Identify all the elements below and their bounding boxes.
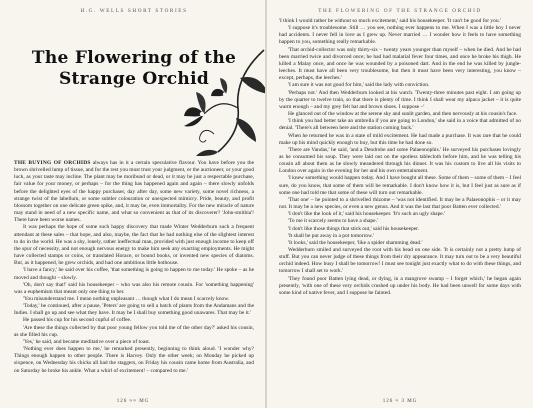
- paragraph: 'That orchid-collector was only thirty-six – twenty years younger than myself – when he died. And he had been married twice and divorced once; he had had malarial fever four times, and once he broke his thigh. He killed a Malay once, and once he was wounded by a poisoned dart. And in the end he was killed by jungle-leeches. It must have all been very troublesome, but then it must have been very interesting, you know – except, perhaps, the leeches.': [279, 46, 521, 82]
- right-running-head: THE FLOWERING OF THE STRANGE ORCHID: [318, 8, 482, 14]
- paragraph: 'I knew something would happen today. And I have bought all these. Some of them – some of them – I feel sure, do you know, that some of them will be remarkable. I don't know how it is, but I feel just as sure as if some one had told me that some of these will turn out remarkable.: [279, 175, 521, 196]
- paragraph: 'I think I would rather be without so much excitement,' said his housekeeper. 'It can't be good for you.': [279, 18, 501, 24]
- paragraph-text: always has in it a certain speculative flavour. You have before you the brown shrivelled lump of tissue, and for the rest you must trust your judgment, or the auctioneer, or your good luck, as your taste may incline. The plant may be moribund or dead, or it may be just a respectable purchase, fair value for your money, or perhaps – for the thing has happened again and again – there slowly unfolds before the delighted eyes of the happy purchaser, day after day, some new variety, some novel richness, a strange twist of the labellum, or some subtler colouration or unexpected mimicry. Pride, beauty, and profit blossom together on one delicate green spike, and, it may be, even immortality. For the new miracle of nature may stand in need of a new specific name, and what so convenient as that of its discoverer? 'John-smithia'! There have been worse names.: [14, 160, 254, 224]
- paragraph: [14, 160, 254, 224]
- paragraph: 'It shall be put away in a pot tomorrow.': [288, 232, 375, 239]
- paragraph: When he returned he was in a state of mild excitement. He had made a purchase. It was rare that he could make up his mind quickly enough to buy, but this time he had done so.: [279, 132, 521, 146]
- paragraph: 'I don't like those things that stick out,' said his housekeeper.: [288, 225, 420, 232]
- orchid-flower-2: [211, 78, 227, 96]
- paragraph: 'That one' – he pointed to a shrivelled rhizome – 'was not identified. It may be a Palaeonophis – or it may not. It may be a new species, or even a new genus. And it was the last that poor Batten ever collected.': [279, 196, 521, 211]
- paragraph: 'Nothing ever does happen to me,' he remarked presently, beginning to think aloud. 'I wonder why? Things enough happen to other people. There is Harvey. Only the other week; on Monday he picked up sixpence, on Wednesday his chicks all had the staggers, on Friday his cousin came home from Australia, and on Saturday he broke his ankle. What a whirl of excitement! – compared to me.': [14, 346, 254, 374]
- chapter-title-line-2: Strange Orchid: [58, 69, 210, 89]
- paragraph: 'Perhaps not.' And then Wedderburn looked at his watch. 'Twenty-three minutes past eight. I am going up by the quarter to twelve train, so that there is plenty of time. I think I shall wear my alpaca jacket – it is quite warm enough – and my grey felt hat and brown shoes. I suppose –': [279, 89, 521, 110]
- paragraph: 'They found poor Batten lying dead, or dying, in a mangrove swamp – I forget which,' he began again presently, 'with one of these very orchids crushed up under his body. He had been unwell for some days with some kind of native fever, and I suppose he fainted.: [279, 275, 521, 296]
- orchid-flower-1: [184, 92, 206, 127]
- right-page: [267, 0, 533, 408]
- title-block: [14, 48, 254, 160]
- paragraph: He passed his cup for his second cupful of coffee.: [23, 317, 132, 324]
- orchid-illustration: [174, 48, 266, 158]
- paragraph: He glanced out of the window at the serene sky and sunlit garden, and then nervously at his cousin's face.: [288, 111, 518, 118]
- paragraph: 'Are these the things collected by that poor young fellow you told me of the other day?' asked his cousin, as she filled his cup.: [14, 324, 254, 338]
- left-running-head: H.G. WELLS SHORT STORIES: [80, 8, 188, 14]
- orchid-leaf-1: [240, 77, 266, 94]
- paragraph: 'It looks,' said the housekeeper, 'like a spider shamming dead.': [288, 239, 423, 246]
- orchid-stem: [218, 50, 264, 152]
- paragraph: 'I think you had better take an umbrella if you are going to London,' she said in a voice that admitted of no denial. 'There's all between here and the station coming back.': [279, 118, 521, 132]
- orchid-tendril: [200, 130, 214, 142]
- left-body-text: [14, 160, 254, 375]
- paragraph: 'To me it scarcely seems to have a shape.': [288, 218, 378, 225]
- paragraph: Wedderburn smiled and surveyed the root with his head on one side. 'It is certainly not a pretty lump of stuff. But you can never judge of these things from their dry appearance. It may turn out to be a very beautiful orchid indeed. How busy I shall be tomorrow! I must see tonight just exactly what to do with these things, and tomorrow I shall set to work.': [279, 247, 521, 275]
- paragraph: 'I am sure it was not good for him,' said the lady with conviction.: [288, 82, 430, 89]
- lead-in-small-caps: THE BUYING OF ORCHIDS: [14, 160, 91, 166]
- paragraph: 'I suppose it's troublesome. Still … you see, nothing ever happens to me. When I was a little boy I never had accidents. I never fell in love as I grew up. Never married … I wonder how it feels to have something happen to you, something really remarkable.: [279, 25, 521, 46]
- chapter-title-line-1: The Flowering of the: [31, 48, 237, 68]
- paragraph: 'I have a fancy,' he said over his coffee, 'that something is going to happen to me today.' He spoke – as he moved and thought – slowly.: [14, 267, 254, 281]
- orchid-leaf-2: [236, 118, 256, 142]
- right-body-text: [279, 18, 521, 297]
- paragraph: 'Today,' he continued, after a pause, 'Peters' are going to sell a batch of plants from the Andamans and the Indies. I shall go up and see what they have. It may be I shall buy something good unawares. That may be it.': [14, 303, 254, 317]
- left-page: [0, 0, 266, 408]
- right-page-number: 126 ≈ 3 MG: [382, 399, 418, 404]
- paragraph: 'There are Vandas,' he said, 'and a Dendrobe and some Palaeonophis.' He surveyed his purchases lovingly as he consumed his soup. They were laid out on the spotless tablecloth before him, and he was telling his cousin all about them as he slowly meandered through his dinner. It was his custom to live all his visits to London over again in the evening for her and his own entertainment.: [279, 146, 521, 175]
- paragraph: It was perhaps the hope of some such happy discovery that made Winter Wedderburn such a frequent attendant at these sales – that hope, and also, maybe, the fact that he had nothing else of the slightest interest to do in the world. He was a shy, lonely, rather ineffectual man, provided with just enough income to keep off the spur of necessity, and not enough nervous energy to make him seek any exacting employments. He might have collected stamps or coins, or translated Horace, or bound books, or invented new species of diatoms. But, as it happened, he grew orchids, and had one ambitious little hothouse.: [14, 224, 254, 267]
- orchid-branch: [204, 104, 238, 114]
- paragraph: 'Yes,' he said, and became meditative over a piece of toast.: [23, 338, 151, 345]
- paragraph: 'I don't like the look of it,' said his housekeeper. 'It's such an ugly shape.': [288, 211, 446, 218]
- orchid-leaf-3: [196, 150, 218, 156]
- paragraph: 'You misunderstand me. I mean nothing unpleasant … though what I do mean I scarcely know.: [23, 295, 230, 302]
- left-page-number: 126 ≈≈ MG: [116, 399, 150, 404]
- paragraph: 'Oh, don't say that!' said his housekeeper – who was also his remote cousin. For 'something happening' was a euphemism that meant only one thing to her.: [14, 281, 254, 295]
